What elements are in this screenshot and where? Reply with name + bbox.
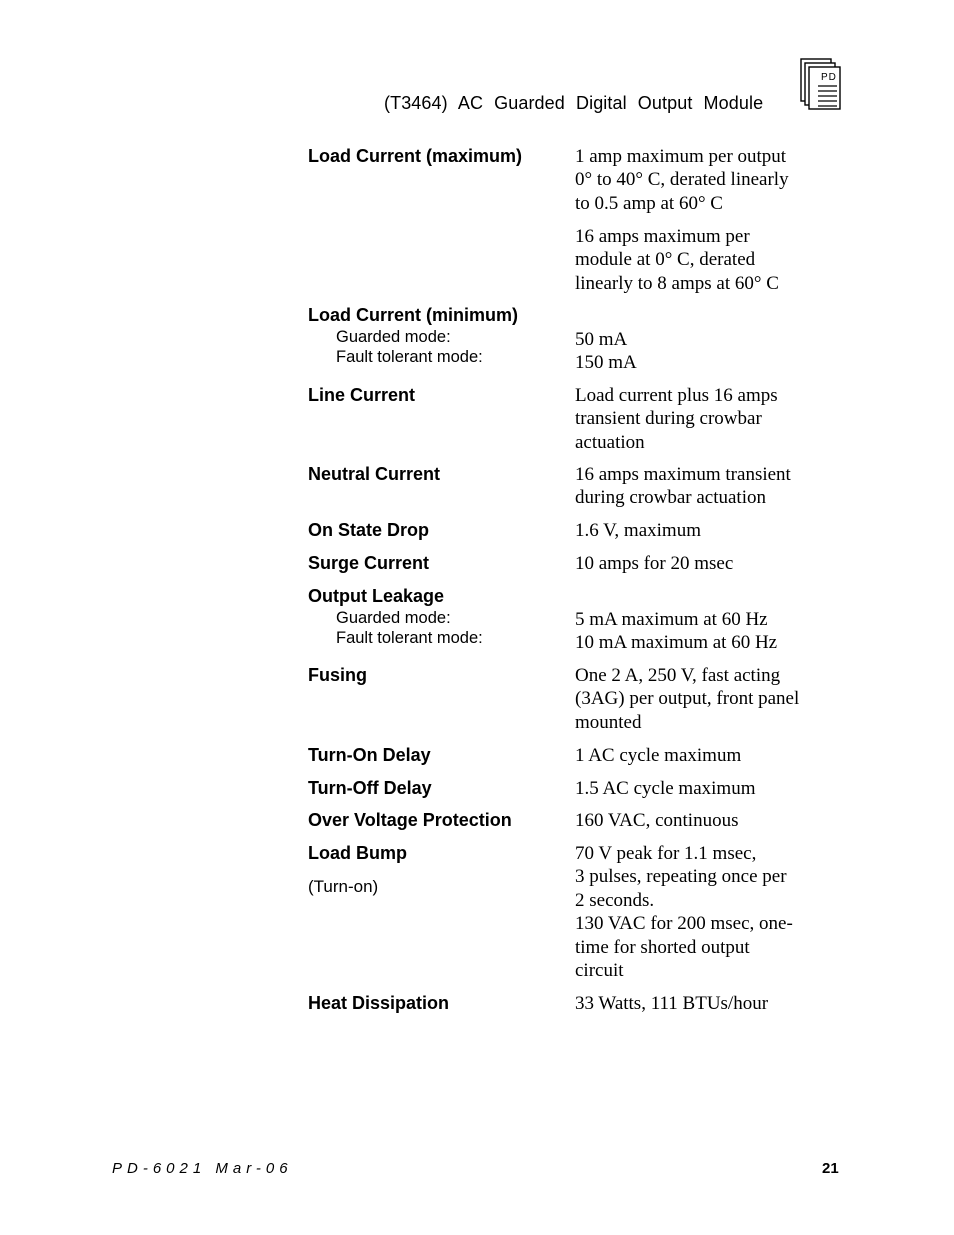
spec-label-load-current-min: Load Current (minimum) xyxy=(308,305,518,325)
value-line: 150 mA xyxy=(575,352,637,374)
spec-label-on-state-drop: On State Drop xyxy=(308,520,430,540)
footer-doc-id: PD-6021 Mar-06 xyxy=(112,1160,293,1177)
spec-label-surge-current: Surge Current xyxy=(308,553,430,573)
spec-label-fusing: Fusing xyxy=(308,665,367,685)
spec-label-over-voltage: Over Voltage Protection xyxy=(308,810,512,830)
spec-value-neutral-current xyxy=(575,463,835,510)
spec-value-load-bump xyxy=(575,842,835,982)
value-line: 16 amps maximum per xyxy=(575,226,750,247)
value-line: 0° to 40° C, derated linearly xyxy=(575,169,789,191)
spec-value-on-state-drop: 1.6 V, maximum xyxy=(575,520,701,541)
value-line: Load current plus 16 amps xyxy=(575,385,778,406)
document-stack-icon xyxy=(800,58,842,112)
spec-sublabel-fault: Fault tolerant mode: xyxy=(336,629,483,647)
spec-value-load-current-min xyxy=(575,328,835,375)
pd-icon-text: PD xyxy=(821,72,837,83)
spec-label-load-bump: Load Bump xyxy=(308,843,407,863)
page-header-title: (T3464) AC Guarded Digital Output Module xyxy=(384,93,764,113)
spec-value-output-leakage xyxy=(575,608,835,655)
value-line: mounted xyxy=(575,711,642,733)
value-line: 70 V peak for 1.1 msec, xyxy=(575,843,757,864)
value-line: to 0.5 amp at 60° C xyxy=(575,192,723,214)
spec-value-turn-off-delay: 1.5 AC cycle maximum xyxy=(575,778,756,799)
value-line: time for shorted output xyxy=(575,936,750,958)
spec-value-load-current-max-2 xyxy=(575,225,835,295)
spec-value-line-current xyxy=(575,384,835,454)
spec-sublabel-fault: Fault tolerant mode: xyxy=(336,348,483,366)
spec-value-load-current-max-1 xyxy=(575,145,835,215)
value-line: 2 seconds. xyxy=(575,889,655,911)
value-line: 1 amp maximum per output xyxy=(575,146,787,167)
value-line: transient during crowbar xyxy=(575,408,762,430)
value-line: 3 pulses, repeating once per xyxy=(575,866,787,888)
value-line: 16 amps maximum transient xyxy=(575,464,791,485)
value-line: actuation xyxy=(575,431,645,453)
spec-label-turn-off-delay: Turn-Off Delay xyxy=(308,778,432,798)
value-line: 130 VAC for 200 msec, one- xyxy=(575,913,793,935)
page-number: 21 xyxy=(822,1160,839,1177)
spec-value-fusing xyxy=(575,664,835,734)
spec-value-turn-on-delay: 1 AC cycle maximum xyxy=(575,745,742,766)
spec-value-surge-current: 10 amps for 20 msec xyxy=(575,553,734,574)
value-line: circuit xyxy=(575,960,624,982)
value-line: linearly to 8 amps at 60° C xyxy=(575,272,779,294)
spec-value-over-voltage: 160 VAC, continuous xyxy=(575,810,739,831)
value-line: 5 mA maximum at 60 Hz xyxy=(575,609,768,630)
spec-sublabel-guarded: Guarded mode: xyxy=(336,609,451,627)
spec-note-turn-on: (Turn-on) xyxy=(308,877,379,896)
spec-label-line-current: Line Current xyxy=(308,385,416,405)
value-line: (3AG) per output, front panel xyxy=(575,688,800,710)
value-line: 10 mA maximum at 60 Hz xyxy=(575,632,778,654)
spec-label-heat-dissipation: Heat Dissipation xyxy=(308,993,450,1013)
value-line: One 2 A, 250 V, fast acting xyxy=(575,665,781,686)
value-line: during crowbar actuation xyxy=(575,487,766,509)
spec-label-turn-on-delay: Turn-On Delay xyxy=(308,745,431,765)
spec-label-output-leakage: Output Leakage xyxy=(308,586,445,606)
spec-value-heat-dissipation: 33 Watts, 111 BTUs/hour xyxy=(575,993,769,1014)
spec-label-load-current-max: Load Current (maximum) xyxy=(308,146,523,166)
value-line: 50 mA xyxy=(575,329,628,350)
spec-label-neutral-current: Neutral Current xyxy=(308,464,441,484)
value-line: module at 0° C, derated xyxy=(575,249,756,271)
spec-sublabel-guarded: Guarded mode: xyxy=(336,328,451,346)
